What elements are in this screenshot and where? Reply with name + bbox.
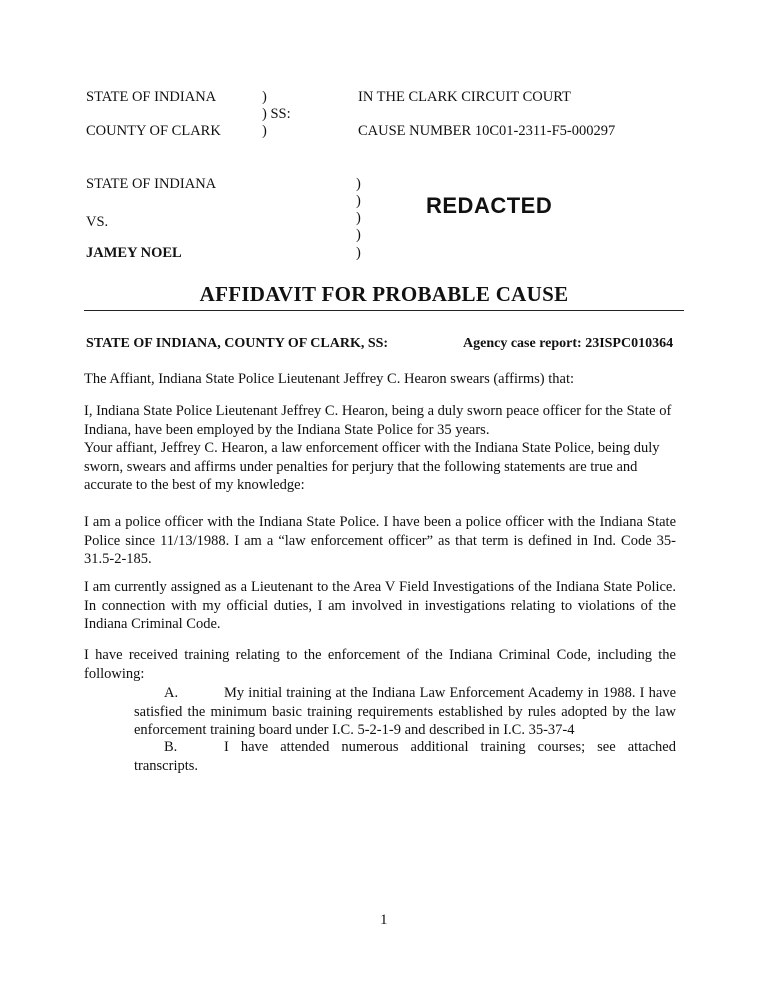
redacted-stamp: REDACTED — [426, 193, 553, 218]
court-name: IN THE CLARK CIRCUIT COURT — [358, 89, 571, 105]
party-paren: ) — [356, 245, 361, 261]
list-item-letter: A. — [164, 685, 179, 701]
caption-paren: ) — [262, 123, 267, 139]
caption-paren: ) — [262, 89, 267, 105]
paragraph-training: I have received training relating to the enforcement of the Indiana Criminal Code, including the following: — [84, 647, 676, 682]
agency-case-report: Agency case report: 23ISPC010364 — [463, 336, 674, 351]
paragraph-employment: I, Indiana State Police Lieutenant Jeffrey C. Hearon, being a duly sworn peace officer for the State of Indiana, have been employed by the Indiana State Police for 35 years. — [84, 403, 672, 438]
caption-ss: ) SS: — [262, 106, 291, 122]
list-item-text: I have attended numerous additional training courses; see attached transcripts. — [134, 739, 676, 774]
paragraph-assignment: I am currently assigned as a Lieutenant to the Area V Field Investigations of the Indiana State Police. In connection with my official duties, I am involved in investigations relating to violations of the Indiana Criminal Code. — [84, 579, 676, 632]
plaintiff: STATE OF INDIANA — [86, 176, 217, 192]
list-item — [134, 738, 676, 775]
list-item — [134, 684, 676, 740]
party-paren: ) — [356, 227, 361, 243]
caption-state: STATE OF INDIANA — [86, 89, 217, 105]
affiant-intro: The Affiant, Indiana State Police Lieutenant Jeffrey C. Hearon swears (affirms) that: — [84, 371, 575, 387]
cause-number: CAUSE NUMBER 10C01-2311-F5-000297 — [358, 123, 616, 139]
defendant: JAMEY NOEL — [86, 245, 182, 261]
party-paren: ) — [356, 193, 361, 209]
party-paren: ) — [356, 176, 361, 192]
venue-statement: STATE OF INDIANA, COUNTY OF CLARK, SS: — [86, 336, 389, 351]
paragraph-sworn: Your affiant, Jeffrey C. Hearon, a law enforcement officer with the Indiana State Police, being duly sworn, swears and affirms under penalties for perjury that the following statements are true and accurate to the best of my knowledge: — [84, 440, 660, 493]
versus: VS. — [86, 214, 109, 230]
list-item-text: My initial training at the Indiana Law Enforcement Academy in 1988. I have satisfied the minimum basic training requirements established by rules adopted by the law enforcement training board under I.C. 5-2-1-9 and described in I.C. 35-37-4 — [134, 685, 676, 738]
page-number: 1 — [380, 912, 388, 928]
title-rule — [84, 310, 684, 311]
document-title: AFFIDAVIT FOR PROBABLE CAUSE — [199, 282, 569, 306]
caption-county: COUNTY OF CLARK — [86, 123, 221, 139]
list-item-letter: B. — [164, 739, 178, 755]
party-paren: ) — [356, 210, 361, 226]
paragraph-officer: I am a police officer with the Indiana State Police. I have been a police officer with the Indiana State Police since 11/13/1988. I am a “law enforcement officer” as that term is defined in Ind. Code 35-31.5-2-185. — [84, 514, 676, 567]
